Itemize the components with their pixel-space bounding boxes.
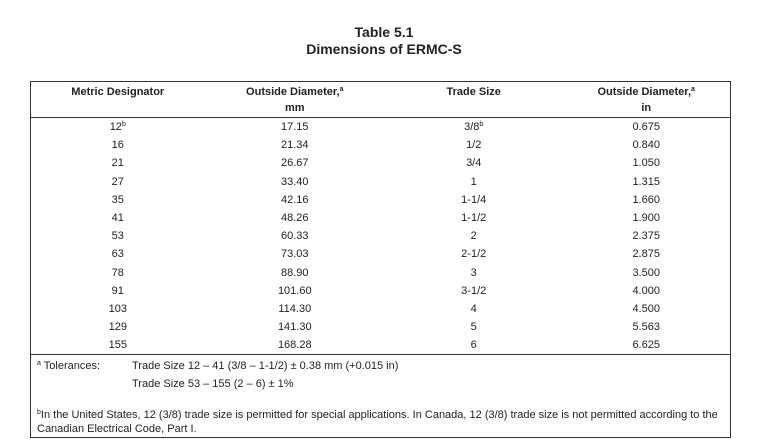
- cell-value: 3.500: [632, 266, 660, 279]
- header-row: [31, 82, 730, 100]
- cell-trade-size: [385, 245, 562, 263]
- cell-metric-designator: [31, 318, 205, 336]
- footnote-b: [37, 408, 724, 436]
- cell-value: 1.660: [632, 193, 660, 206]
- cell-value: 91: [111, 284, 124, 297]
- table-row: [31, 227, 730, 245]
- cell-value: 33.40: [281, 175, 309, 188]
- cell-metric-designator: [31, 136, 205, 154]
- cell-outside-diameter-mm: [205, 209, 385, 227]
- cell-outside-diameter-mm: [205, 264, 385, 282]
- cell-trade-size: [385, 282, 562, 300]
- cell-outside-diameter-in: [562, 154, 730, 172]
- cell-trade-size: [385, 300, 562, 318]
- cell-metric-designator: [31, 154, 205, 172]
- dimensions-table-frame: [30, 81, 731, 438]
- cell-value: 4.000: [632, 284, 660, 297]
- table-body: [31, 118, 730, 355]
- cell-outside-diameter-in: [562, 318, 730, 336]
- cell-outside-diameter-in: [562, 227, 730, 245]
- cell-value: 63: [111, 248, 124, 261]
- tolerances-label: [37, 359, 132, 395]
- cell-outside-diameter-mm: [205, 191, 385, 209]
- tolerances-note: [37, 359, 724, 395]
- cell-value: 129: [108, 321, 127, 334]
- header-metric-designator: [31, 82, 205, 100]
- table-row: [31, 318, 730, 336]
- cell-value: 1.900: [632, 212, 660, 225]
- cell-outside-diameter-in: [562, 209, 730, 227]
- cell-value: 41: [111, 212, 124, 225]
- cell-outside-diameter-mm: [205, 154, 385, 172]
- header-unit-mm: mm: [205, 100, 385, 118]
- cell-value: 114.30: [278, 302, 312, 315]
- tolerance-line: Trade Size 53 – 155 (2 – 6) ± 1%: [132, 378, 294, 391]
- cell-value: 1/2: [466, 139, 482, 152]
- cell-value: 21: [111, 157, 124, 170]
- footnote-marker: b: [479, 121, 484, 129]
- cell-value: 2.375: [632, 230, 660, 243]
- cell-metric-designator: [31, 282, 205, 300]
- cell-value: 12: [109, 121, 122, 134]
- header-unit-row: [31, 100, 730, 118]
- tolerance-line: Trade Size 12 – 41 (3/8 – 1-1/2) ± 0.38 mm (+0.015 in): [132, 360, 399, 373]
- cell-value: 2.875: [632, 248, 660, 261]
- cell-value: 6: [470, 339, 477, 352]
- table-row: [31, 136, 730, 154]
- cell-outside-diameter-in: [562, 118, 730, 137]
- cell-value: 78: [111, 266, 124, 279]
- cell-value: 0.840: [632, 139, 660, 152]
- header-outside-diameter-mm: [205, 82, 385, 100]
- cell-outside-diameter-mm: [205, 118, 385, 137]
- footnote-marker: b: [37, 409, 41, 417]
- cell-value: 1: [470, 175, 477, 188]
- cell-value: 26.67: [281, 157, 309, 170]
- cell-value: 42.16: [281, 193, 309, 206]
- footnote-marker: a: [339, 86, 344, 93]
- cell-value: 1-1/4: [461, 193, 487, 206]
- table-row: [31, 118, 730, 137]
- cell-value: 35: [111, 193, 124, 206]
- table-row: [31, 209, 730, 227]
- cell-metric-designator: [31, 300, 205, 318]
- header-trade-size: [385, 82, 562, 100]
- footnote-marker: b: [121, 121, 126, 129]
- cell-trade-size: [385, 264, 562, 282]
- cell-trade-size: [385, 227, 562, 245]
- cell-outside-diameter-mm: [205, 336, 385, 354]
- table-notes: [31, 354, 730, 436]
- table-row: [31, 300, 730, 318]
- table-title: [0, 24, 768, 58]
- table-number: Table 5.1: [354, 24, 414, 40]
- cell-outside-diameter-mm: [205, 227, 385, 245]
- cell-outside-diameter-in: [562, 336, 730, 354]
- cell-value: 5: [470, 321, 477, 334]
- cell-value: 141.30: [277, 321, 312, 334]
- cell-outside-diameter-in: [562, 282, 730, 300]
- cell-outside-diameter-mm: [205, 318, 385, 336]
- table-row: [31, 245, 730, 263]
- cell-value: 3-1/2: [461, 284, 487, 297]
- table-row: [31, 173, 730, 191]
- cell-value: 88.90: [281, 266, 309, 279]
- tolerances-lines: [132, 359, 398, 395]
- cell-trade-size: [385, 173, 562, 191]
- footnote-marker: a: [37, 360, 41, 368]
- header-label: Metric Designator: [71, 86, 165, 98]
- cell-trade-size: [385, 191, 562, 209]
- cell-outside-diameter-in: [562, 191, 730, 209]
- cell-outside-diameter-mm: [205, 282, 385, 300]
- cell-outside-diameter-in: [562, 245, 730, 263]
- cell-value: 27: [111, 175, 124, 188]
- cell-value: 21.34: [281, 139, 309, 152]
- cell-value: 5.563: [632, 321, 660, 334]
- header-label: Outside Diameter,: [246, 86, 340, 98]
- footnote-marker: a: [691, 86, 695, 93]
- header-unit-in: in: [562, 100, 730, 118]
- cell-trade-size: [385, 209, 562, 227]
- cell-value: 53: [111, 230, 124, 243]
- table-row: [31, 264, 730, 282]
- cell-metric-designator: [31, 264, 205, 282]
- cell-trade-size: [385, 154, 562, 172]
- cell-outside-diameter-mm: [205, 300, 385, 318]
- cell-value: 60.33: [281, 230, 309, 243]
- header-unit-empty: [31, 100, 205, 118]
- cell-value: 101.60: [277, 284, 312, 297]
- cell-outside-diameter-in: [562, 300, 730, 318]
- table-row: [31, 336, 730, 354]
- cell-value: 17.15: [281, 121, 309, 134]
- table-row: [31, 191, 730, 209]
- dimensions-table: [31, 82, 730, 354]
- table-row: [31, 154, 730, 172]
- cell-metric-designator: [31, 227, 205, 245]
- header-label: Outside Diameter,: [597, 86, 692, 98]
- table-caption: Dimensions of ERMC-S: [306, 41, 462, 57]
- cell-outside-diameter-mm: [205, 245, 385, 263]
- footnote-b-text: In the United States, 12 (3/8) trade size is permitted for special applications. In Canada, 12 (3/8) trade size is not permitted according to the Canadian Electrical Code, Part I.: [37, 409, 718, 436]
- cell-value: 168.28: [277, 339, 312, 352]
- cell-metric-designator: [31, 245, 205, 263]
- cell-trade-size: [385, 136, 562, 154]
- cell-value: 16: [111, 139, 124, 152]
- cell-outside-diameter-mm: [205, 136, 385, 154]
- cell-metric-designator: [31, 118, 205, 137]
- cell-outside-diameter-in: [562, 173, 730, 191]
- cell-value: 1.050: [632, 157, 660, 170]
- tolerances-label-text: Tolerances:: [40, 360, 101, 373]
- cell-metric-designator: [31, 173, 205, 191]
- cell-value: 6.625: [632, 339, 660, 352]
- header-unit-empty: [385, 100, 562, 118]
- cell-outside-diameter-in: [562, 136, 730, 154]
- cell-value: 1-1/2: [461, 212, 487, 225]
- cell-outside-diameter-mm: [205, 173, 385, 191]
- cell-value: 4.500: [632, 302, 660, 315]
- cell-value: 103: [108, 302, 127, 315]
- cell-value: 2: [470, 230, 477, 243]
- cell-value: 73.03: [281, 248, 309, 261]
- cell-trade-size: [385, 118, 562, 137]
- cell-value: 3: [470, 266, 477, 279]
- cell-value: 155: [108, 339, 127, 352]
- cell-outside-diameter-in: [562, 264, 730, 282]
- cell-value: 4: [470, 302, 477, 315]
- cell-metric-designator: [31, 209, 205, 227]
- cell-value: 1.315: [632, 175, 660, 188]
- cell-value: 3/4: [466, 157, 482, 170]
- cell-value: 3/8: [464, 121, 480, 134]
- cell-trade-size: [385, 318, 562, 336]
- header-label: Trade Size: [446, 86, 501, 98]
- cell-value: 48.26: [281, 212, 309, 225]
- cell-value: 2-1/2: [461, 248, 487, 261]
- header-outside-diameter-in: [562, 82, 730, 100]
- cell-metric-designator: [31, 336, 205, 354]
- cell-trade-size: [385, 336, 562, 354]
- cell-metric-designator: [31, 191, 205, 209]
- cell-value: 0.675: [632, 121, 660, 134]
- table-row: [31, 282, 730, 300]
